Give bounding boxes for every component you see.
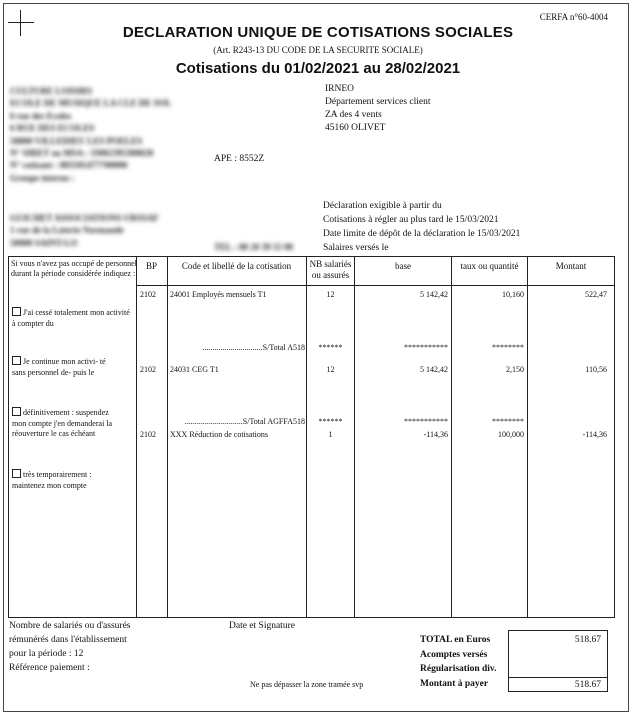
- row-base: -114,36: [423, 430, 448, 439]
- footer-line: pour la période : 12: [9, 649, 84, 659]
- row-bp: 2102: [140, 365, 156, 374]
- row-code: ..............................S/Total A518: [202, 343, 305, 352]
- employer-line: 6 rue des Ecoles: [10, 110, 72, 121]
- footer-line: rémunérés dans l'établissement: [9, 635, 127, 645]
- footer-line: Nombre de salariés ou d'assurés: [9, 621, 131, 631]
- declaration-line: Cotisations à régler au plus tard le 15/03/2021: [323, 215, 499, 225]
- employer-line: 50800 VILLEDIEU LES POELES: [10, 135, 143, 146]
- employer-block: [10, 85, 172, 184]
- recipient-line: Département services client: [325, 97, 431, 107]
- row-code: XXX Réduction de cotisations: [170, 430, 268, 439]
- declaration-line: Salaires versés le: [323, 243, 389, 253]
- option-label: définitivement : suspendez mon compte j'en demanderai la réouverture le cas échéant: [12, 408, 113, 438]
- row-nb: 12: [326, 290, 335, 299]
- recipient-line: ZA des 4 vents: [325, 110, 382, 120]
- footer-line: Référence paiement :: [9, 663, 90, 673]
- declaration-dates: [323, 199, 520, 255]
- form-title: DECLARATION UNIQUE DE COTISATIONS SOCIALES: [122, 24, 514, 41]
- total-label: Régularisation div.: [420, 664, 497, 674]
- row-nb: 1: [328, 430, 333, 439]
- option-continue[interactable]: [12, 356, 112, 378]
- recipient-line: IRNEO: [325, 84, 355, 94]
- option-ceased[interactable]: [12, 307, 130, 329]
- col-divider: [167, 257, 168, 617]
- ape-code: APE : 8552Z: [214, 154, 265, 164]
- option-label: J'ai cessé totalement mon activité à compter du: [12, 308, 130, 328]
- header-base: base: [395, 261, 411, 271]
- row-bp: 2102: [140, 290, 156, 299]
- contributions-table: [8, 256, 615, 618]
- employer-line: Groupe interne :: [10, 172, 75, 183]
- total-value: 518.67: [574, 635, 601, 645]
- row-taux: ********: [492, 343, 524, 352]
- row-code: 24031 CEG T1: [170, 365, 219, 374]
- totals-labels: [420, 633, 497, 691]
- total-label: TOTAL en Euros: [420, 635, 491, 645]
- total-value: 518.67: [574, 680, 601, 690]
- guichet-line: 1 rue de la Loterie Normande: [10, 225, 124, 236]
- header-code: Code et libellé de la cotisation: [181, 261, 292, 271]
- totals-box: [508, 630, 608, 692]
- option-label: Je continue mon activi- té sans personnel de- puis le: [12, 357, 106, 377]
- header-divider: [136, 285, 614, 286]
- total-label: Montant à payer: [420, 678, 489, 689]
- row-code: 24001 Employés mensuels T1: [170, 290, 267, 299]
- header-left: Si vous n'avez pas occupé de personnel durant la période considérée indiquez :: [11, 259, 137, 278]
- row-taux: 2,150: [506, 365, 524, 374]
- row-base: ***********: [404, 343, 448, 352]
- header-taux: taux ou quantité: [460, 261, 519, 271]
- header-nb: NB salariés ou assurés: [309, 259, 352, 280]
- row-montant: 522,47: [585, 290, 607, 299]
- checkbox[interactable]: [12, 469, 21, 478]
- employer-line: CULTURE LOISIRS: [10, 86, 92, 96]
- row-nb: 12: [326, 365, 335, 374]
- row-nb: ******: [318, 417, 343, 426]
- row-taux: ********: [492, 417, 524, 426]
- row-base: 5 142,42: [420, 365, 448, 374]
- declaration-line: Déclaration exigible à partir du: [323, 201, 442, 211]
- option-definitive[interactable]: [12, 407, 124, 440]
- guichet-line: GUICHET ASSOCIATIONS URSSAF: [10, 213, 159, 223]
- cerfa-number: CERFA n°60-4004: [539, 12, 608, 22]
- form-article: (Art. R243-13 DU CODE DE LA SECURITE SOCIALE): [213, 45, 423, 55]
- header-montant: Montant: [555, 261, 587, 271]
- row-code: .............................S/Total AGFFA518: [184, 417, 305, 426]
- employer-line: N° SIRET ou MSA : 33002395300020: [10, 148, 154, 159]
- row-montant: 110,56: [585, 365, 607, 374]
- period-title: Cotisations du 01/02/2021 au 28/02/2021: [175, 60, 461, 77]
- employer-line: N° cotisant : 803181477700000: [10, 160, 128, 171]
- total-label: Acomptes versés: [420, 649, 488, 660]
- guichet-line: 50000 SAINT-LO: [10, 237, 78, 248]
- row-taux: 10,160: [502, 290, 524, 299]
- option-label: très temporairement : maintenez mon compte: [12, 470, 92, 490]
- row-base: 5 142,42: [420, 290, 448, 299]
- checkbox[interactable]: [12, 307, 21, 316]
- col-divider: [136, 257, 137, 617]
- declaration-line: Date limite de dépôt de la déclaration le 15/03/2021: [323, 229, 521, 239]
- recipient-line: 45160 OLIVET: [325, 123, 386, 133]
- row-montant: -114,36: [582, 430, 607, 439]
- date-signature: Date et Signature: [229, 621, 295, 631]
- checkbox[interactable]: [12, 407, 21, 416]
- option-temporary[interactable]: [12, 469, 112, 491]
- row-base: ***********: [404, 417, 448, 426]
- guichet-block: [10, 212, 159, 249]
- header-bp: BP: [145, 261, 157, 271]
- row-bp: 2102: [140, 430, 156, 439]
- footer-info: [9, 619, 130, 675]
- employer-line: 6 RUE DES ECOLES: [10, 123, 95, 134]
- employer-line: ECOLE DE MUSIQUE LA CLE DE SOL: [10, 98, 172, 109]
- row-nb: ******: [318, 343, 343, 352]
- recipient-address: [325, 83, 431, 135]
- guichet-phone: TEL : 08 20 39 55 00: [214, 242, 294, 252]
- row-taux: 100,000: [498, 430, 524, 439]
- zone-note: Ne pas dépasser la zone tramée svp: [250, 680, 364, 689]
- checkbox[interactable]: [12, 356, 21, 365]
